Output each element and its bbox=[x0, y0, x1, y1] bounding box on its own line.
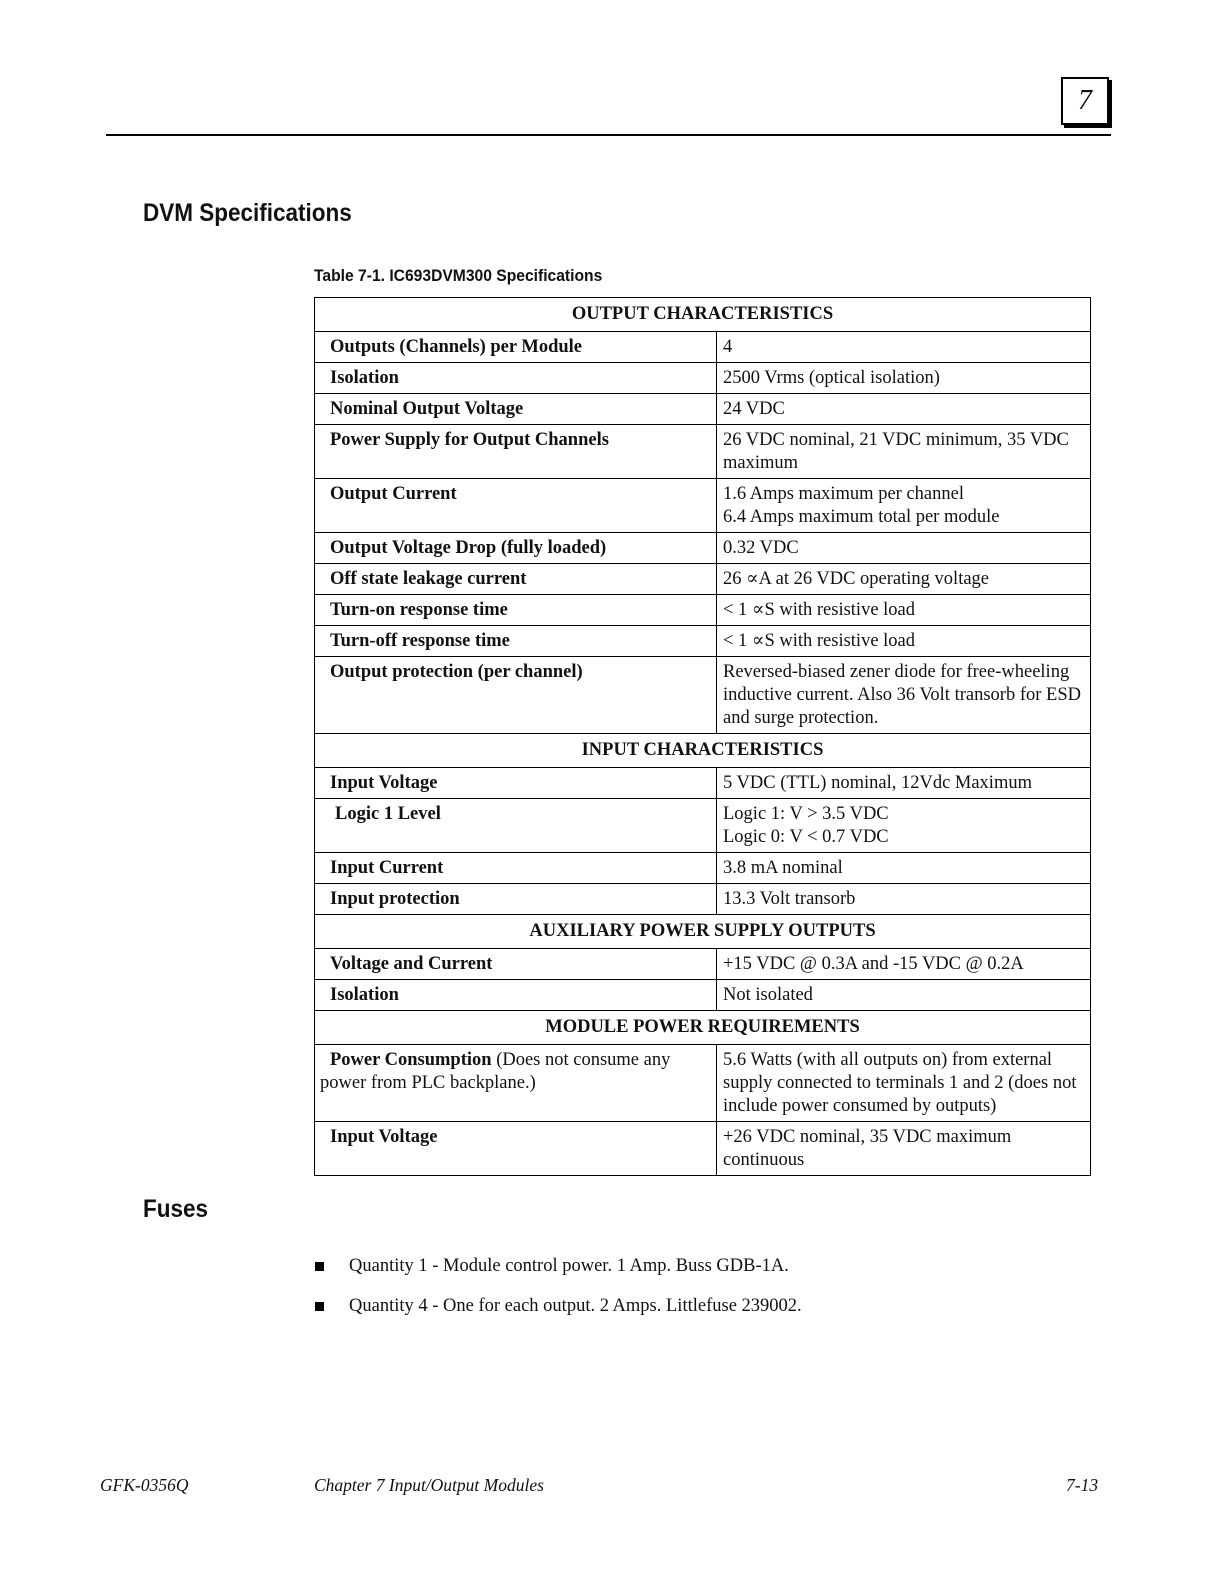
table-row bbox=[315, 595, 1091, 626]
list-item bbox=[314, 1254, 802, 1294]
fuses-list bbox=[314, 1254, 802, 1334]
list-item bbox=[314, 1294, 802, 1334]
header-rule bbox=[106, 134, 1111, 136]
square-bullet-icon bbox=[315, 1262, 324, 1271]
spec-label: Isolation bbox=[315, 980, 717, 1011]
table-section-row bbox=[315, 1011, 1091, 1045]
footer-doc-number: GFK-0356Q bbox=[100, 1475, 189, 1495]
section-header-output: OUTPUT CHARACTERISTICS bbox=[315, 298, 1091, 332]
table-row bbox=[315, 626, 1091, 657]
spec-value: 2500 Vrms (optical isolation) bbox=[717, 363, 1091, 394]
spec-label: Output protection (per channel) bbox=[315, 657, 717, 734]
footer-page-number: 7-13 bbox=[1066, 1475, 1099, 1495]
spec-value: 26 ∝A at 26 VDC operating voltage bbox=[717, 564, 1091, 595]
spec-label: Input Current bbox=[315, 853, 717, 884]
section-header-auxiliary: AUXILIARY POWER SUPPLY OUTPUTS bbox=[315, 915, 1091, 949]
spec-value: Not isolated bbox=[717, 980, 1091, 1011]
chapter-number-box: 7 bbox=[1061, 77, 1109, 125]
spec-label: Input Voltage bbox=[315, 768, 717, 799]
table-row bbox=[315, 332, 1091, 363]
table-row bbox=[315, 533, 1091, 564]
spec-value: 1.6 Amps maximum per channel 6.4 Amps maximum total per module bbox=[717, 479, 1091, 533]
spec-value: 0.32 VDC bbox=[717, 533, 1091, 564]
spec-value: +15 VDC @ 0.3A and -15 VDC @ 0.2A bbox=[717, 949, 1091, 980]
spec-value: 3.8 mA nominal bbox=[717, 853, 1091, 884]
spec-value: 13.3 Volt transorb bbox=[717, 884, 1091, 915]
spec-value: 24 VDC bbox=[717, 394, 1091, 425]
table-row bbox=[315, 479, 1091, 533]
spec-label: Nominal Output Voltage bbox=[315, 394, 717, 425]
table-row bbox=[315, 363, 1091, 394]
spec-value: Reversed-biased zener diode for free-wheeling inductive current. Also 36 Volt transorb for ESD and surge protection. bbox=[717, 657, 1091, 734]
section-title-fuses: Fuses bbox=[143, 1195, 209, 1223]
table-row bbox=[315, 768, 1091, 799]
table-row bbox=[315, 884, 1091, 915]
spec-value: 4 bbox=[717, 332, 1091, 363]
table-row bbox=[315, 564, 1091, 595]
spec-label: Off state leakage current bbox=[315, 564, 717, 595]
spec-label: Output Voltage Drop (fully loaded) bbox=[315, 533, 717, 564]
spec-label: Turn-on response time bbox=[315, 595, 717, 626]
table-section-row bbox=[315, 734, 1091, 768]
spec-label: Output Current bbox=[315, 479, 717, 533]
table-row bbox=[315, 980, 1091, 1011]
spec-label: Input protection bbox=[315, 884, 717, 915]
section-header-module-power: MODULE POWER REQUIREMENTS bbox=[315, 1011, 1091, 1045]
table-row bbox=[315, 425, 1091, 479]
fuse-text: Quantity 1 - Module control power. 1 Amp. Buss GDB-1A. bbox=[349, 1256, 789, 1276]
spec-label: Power Supply for Output Channels bbox=[315, 425, 717, 479]
table-row bbox=[315, 949, 1091, 980]
table-section-row bbox=[315, 298, 1091, 332]
table-row bbox=[315, 657, 1091, 734]
spec-value: Logic 1: V > 3.5 VDC Logic 0: V < 0.7 VDC bbox=[717, 799, 1091, 853]
square-bullet-icon bbox=[315, 1302, 324, 1311]
specifications-table bbox=[314, 297, 1091, 1176]
spec-value: 26 VDC nominal, 21 VDC minimum, 35 VDC maximum bbox=[717, 425, 1091, 479]
table-section-row bbox=[315, 915, 1091, 949]
table-row bbox=[315, 1045, 1091, 1122]
spec-value: +26 VDC nominal, 35 VDC maximum continuous bbox=[717, 1122, 1091, 1176]
spec-value: < 1 ∝S with resistive load bbox=[717, 626, 1091, 657]
footer-chapter: Chapter 7 Input/Output Modules bbox=[314, 1475, 544, 1495]
spec-label: Logic 1 Level bbox=[315, 799, 717, 853]
spec-label: Turn-off response time bbox=[315, 626, 717, 657]
spec-label: Outputs (Channels) per Module bbox=[315, 332, 717, 363]
spec-value: < 1 ∝S with resistive load bbox=[717, 595, 1091, 626]
table-row bbox=[315, 394, 1091, 425]
table-row bbox=[315, 799, 1091, 853]
section-header-input: INPUT CHARACTERISTICS bbox=[315, 734, 1091, 768]
table-caption: Table 7-1. IC693DVM300 Specifications bbox=[314, 266, 603, 285]
section-title-dvm-specifications: DVM Specifications bbox=[143, 199, 352, 227]
spec-label: Voltage and Current bbox=[315, 949, 717, 980]
spec-label: Power Consumption (Does not consume any power from PLC backplane.) bbox=[315, 1045, 717, 1122]
spec-value: 5.6 Watts (with all outputs on) from external supply connected to terminals 1 and 2 (does not include power consumed by outputs) bbox=[717, 1045, 1091, 1122]
fuse-text: Quantity 4 - One for each output. 2 Amps. Littlefuse 239002. bbox=[349, 1296, 802, 1316]
spec-value: 5 VDC (TTL) nominal, 12Vdc Maximum bbox=[717, 768, 1091, 799]
spec-label: Input Voltage bbox=[315, 1122, 717, 1176]
table-row bbox=[315, 1122, 1091, 1176]
table-row bbox=[315, 853, 1091, 884]
spec-label: Isolation bbox=[315, 363, 717, 394]
